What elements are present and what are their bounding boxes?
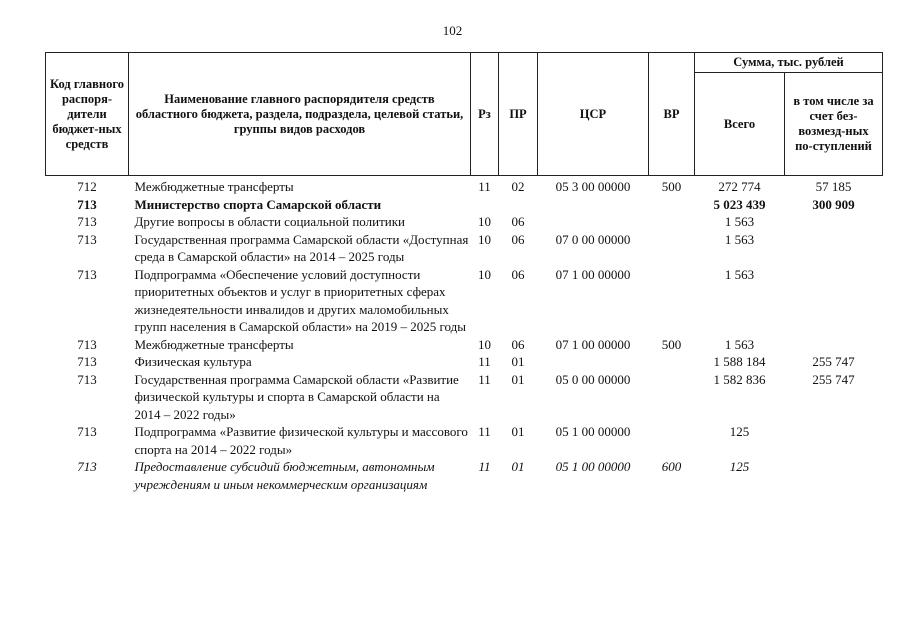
cell-free (785, 423, 883, 458)
cell-free: 255 747 (812, 354, 855, 369)
cell-csr: 07 0 00 00000 (555, 231, 631, 247)
table-row (46, 336, 883, 354)
cell-vr (649, 423, 695, 458)
cell-name: Физическая культура (134, 354, 252, 369)
cell-vr (649, 371, 695, 424)
page-number: 102 (442, 23, 463, 38)
cell-vr: 500 (661, 179, 682, 194)
cell-total: 125 (729, 459, 750, 474)
cell-pr: 01 (511, 371, 525, 387)
cell-pr: 06 (511, 214, 525, 229)
cell-name: Другие вопросы в области социальной политики (134, 214, 405, 229)
cell-free (785, 266, 883, 336)
cell-rz: 11 (478, 424, 491, 439)
table-row (46, 213, 883, 231)
cell-free (785, 213, 883, 231)
cell-rz: 11 (478, 371, 491, 387)
cell-pr (499, 196, 538, 214)
cell-name: Предоставление субсидий бюджетным, автономным учреждениям и иным некоммерческим организациям (134, 459, 435, 492)
table-row (46, 423, 883, 458)
cell-vr: 600 (661, 459, 682, 474)
cell-total: 1 588 184 (713, 354, 766, 369)
cell-total: 5 023 439 (713, 196, 766, 212)
cell-pr: 01 (511, 424, 525, 439)
header-free: в том числе за счет без-возмезд-ных по-ступлений (785, 73, 883, 176)
cell-pr: 02 (511, 179, 525, 194)
table-row (46, 196, 883, 214)
cell-total: 1 563 (724, 214, 755, 229)
cell-free (785, 231, 883, 266)
cell-csr: 07 1 00 00000 (555, 336, 631, 352)
cell-name: Государственная программа Самарской области «Доступная среда в Самарской области» на 2014 – 2025 годы (134, 231, 469, 264)
cell-total: 125 (729, 424, 750, 439)
cell-rz (471, 196, 499, 214)
header-csr: ЦСР (538, 53, 649, 176)
cell-name: Межбюджетные трансферты (134, 179, 294, 194)
cell-rz: 10 (478, 231, 491, 247)
cell-pr: 01 (511, 459, 525, 474)
cell-free: 57 185 (815, 179, 852, 194)
cell-free (785, 458, 883, 493)
cell-pr: 06 (511, 266, 525, 282)
cell-csr (538, 213, 649, 231)
table-row (46, 353, 883, 371)
cell-code: 713 (77, 336, 97, 352)
cell-name: Подпрограмма «Обеспечение условий доступности приоритетных объектов и услуг в приоритетных сферах жизнедеятельности инвалидов и других маломобильных групп населения в Самарской области» на 2019 – 2025 годы (134, 266, 466, 334)
cell-rz: 11 (478, 354, 491, 369)
table-row (46, 458, 883, 493)
cell-name: Межбюджетные трансферты (134, 336, 294, 352)
header-rz: Рз (471, 53, 499, 176)
table-row (46, 266, 883, 336)
cell-vr (649, 213, 695, 231)
cell-pr: 06 (511, 336, 525, 352)
cell-name: Государственная программа Самарской области «Развитие физической культуры и спорта в Самарской области на 2014 – 2022 годы» (134, 371, 459, 422)
cell-vr (649, 196, 695, 214)
cell-code: 713 (77, 354, 97, 369)
cell-rz: 11 (478, 459, 491, 474)
table-row (46, 176, 883, 196)
budget-table (45, 52, 883, 493)
header-sum: Сумма, тыс. рублей (695, 53, 883, 73)
header-code: Код главного распоря-дители бюджет-ных средств (46, 53, 129, 176)
cell-total: 1 563 (724, 336, 755, 352)
cell-csr: 05 0 00 00000 (555, 371, 631, 387)
cell-free: 255 747 (812, 371, 855, 387)
header-total: Всего (695, 73, 785, 176)
cell-rz: 10 (478, 214, 491, 229)
cell-vr: 500 (661, 336, 682, 352)
table-row (46, 371, 883, 424)
cell-csr: 05 1 00 00000 (555, 424, 631, 439)
cell-total: 1 563 (724, 266, 755, 282)
table-row (46, 231, 883, 266)
cell-code: 713 (77, 266, 97, 282)
cell-code: 713 (77, 424, 97, 439)
cell-name: Подпрограмма «Развитие физической культуры и массового спорта на 2014 – 2022 годы» (134, 424, 468, 457)
cell-total: 1 582 836 (713, 371, 766, 387)
cell-total: 1 563 (724, 231, 755, 247)
cell-rz: 10 (478, 266, 491, 282)
cell-rz: 11 (478, 179, 491, 194)
cell-code: 713 (77, 231, 97, 247)
header-vr: ВР (649, 53, 695, 176)
table-header (46, 53, 883, 176)
cell-code: 713 (77, 196, 97, 212)
cell-pr: 01 (511, 354, 525, 369)
cell-vr (649, 353, 695, 371)
cell-rz: 10 (478, 336, 491, 352)
table-body (46, 176, 883, 494)
header-pr: ПР (499, 53, 538, 176)
cell-csr: 07 1 00 00000 (555, 266, 631, 282)
cell-name: Министерство спорта Самарской области (134, 196, 382, 212)
cell-csr: 05 3 00 00000 (555, 179, 631, 194)
cell-csr (538, 353, 649, 371)
cell-code: 712 (77, 179, 97, 194)
cell-free (785, 336, 883, 354)
cell-vr (649, 266, 695, 336)
cell-csr (538, 196, 649, 214)
cell-pr: 06 (511, 231, 525, 247)
header-name: Наименование главного распорядителя средств областного бюджета, раздела, подраздела, целевой статьи, группы видов расходов (129, 53, 471, 176)
cell-code: 713 (77, 214, 97, 229)
cell-code: 713 (77, 459, 97, 474)
cell-total: 272 774 (718, 179, 761, 194)
cell-csr: 05 1 00 00000 (555, 459, 631, 474)
cell-free: 300 909 (812, 196, 855, 212)
cell-vr (649, 231, 695, 266)
cell-code: 713 (77, 371, 97, 387)
